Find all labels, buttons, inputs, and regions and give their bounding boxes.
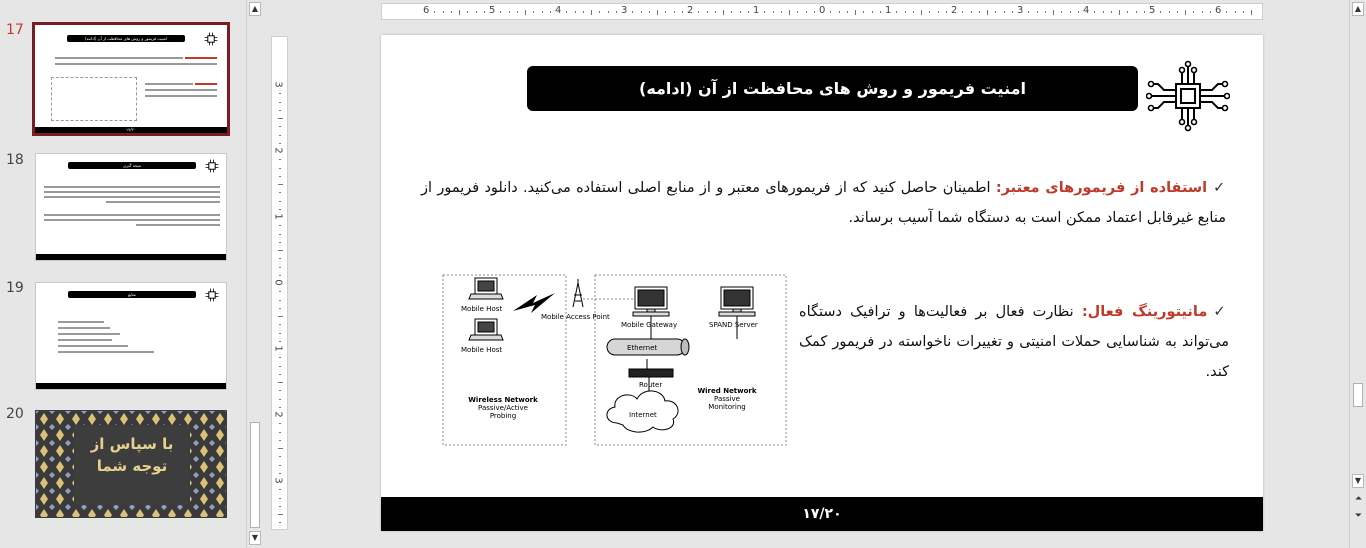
ruler-tick (1053, 10, 1054, 15)
ruler-tick (707, 11, 708, 13)
ruler-tick (674, 11, 675, 13)
ruler-tick (279, 333, 281, 334)
ruler-tick (279, 93, 281, 94)
wired-network-label: Wired Network (697, 387, 757, 395)
ruler-label: 2 (272, 147, 284, 154)
check-mark-icon: ✓ (1213, 304, 1230, 320)
vertical-ruler[interactable] (271, 36, 288, 530)
ruler-tick (279, 110, 281, 111)
ruler-tick (764, 11, 765, 13)
ruler-label: 1 (272, 213, 284, 220)
ruler-tick (863, 11, 864, 13)
monitor-icon (719, 287, 755, 316)
ruler-tick (279, 159, 281, 160)
ruler-label: 5 (489, 5, 496, 16)
ruler-tick (575, 11, 576, 13)
gateway-label: Mobile Gateway (621, 321, 678, 329)
paragraph-active-monitoring[interactable] (799, 297, 1229, 387)
ruler-tick (979, 11, 980, 13)
thumbnail-number-18: 18 (6, 152, 24, 168)
ruler-tick (279, 308, 281, 309)
ruler-tick (443, 11, 444, 13)
ruler-tick (913, 11, 914, 13)
ruler-tick (698, 11, 699, 13)
ruler-tick (279, 102, 281, 103)
ruler-tick (591, 10, 592, 15)
ruler-tick (279, 489, 281, 490)
ruler-label: 1 (272, 345, 284, 352)
ruler-tick (946, 11, 947, 13)
horizontal-ruler[interactable] (381, 3, 1263, 20)
chip-icon (203, 31, 219, 47)
thumb-title-bar (68, 291, 196, 298)
ruler-label: 1 (753, 5, 760, 16)
ruler-tick (279, 234, 281, 235)
laptop-icon (469, 278, 503, 299)
slide-title[interactable]: امنیت فریمور و روش های محافظت از آن (ادامه) (639, 79, 1026, 98)
ruler-tick (938, 11, 939, 13)
ruler-label: 4 (1083, 5, 1090, 16)
ruler-tick (1119, 10, 1120, 15)
ruler-tick (608, 11, 609, 13)
wired-sub-label: Monitoring (708, 403, 746, 411)
thumbnail-number-20: 20 (6, 406, 24, 422)
ruler-tick (279, 192, 281, 193)
ruler-tick (1037, 11, 1038, 13)
paragraph-heading: مانیتورینگ فعال: (1081, 304, 1208, 320)
chip-icon (204, 158, 220, 174)
ruler-tick (1193, 11, 1194, 13)
thumb-footer (36, 383, 226, 389)
ruler-tick (279, 225, 281, 226)
ruler-tick (279, 258, 281, 259)
ethernet-label: Ethernet (627, 344, 658, 352)
ruler-tick (731, 11, 732, 13)
next-slide-icon[interactable]: ⏷ (1354, 511, 1363, 521)
ruler-tick (599, 11, 600, 13)
ruler-label: 5 (1149, 5, 1156, 16)
ruler-tick (583, 11, 584, 13)
ruler-tick (1004, 11, 1005, 13)
ruler-tick (279, 267, 281, 268)
router-icon (629, 369, 673, 377)
ruler-tick (1202, 11, 1203, 13)
ruler-tick (484, 11, 485, 13)
mobile-host-label: Mobile Host (461, 346, 503, 354)
ruler-tick (1177, 11, 1178, 13)
ruler-tick (279, 465, 281, 466)
paragraph-body: نظارت فعال بر فعالیت‌ها و ترافیک دستگاه می‌تواند به شناسایی حملات امنیتی و تغییرات ناخواسته در فریمور کمک کند. (799, 304, 1229, 380)
ruler-tick (1169, 11, 1170, 13)
thumb-title: امنیت فریمور و روش های محافظت از آن (ادامه) (84, 36, 167, 41)
ruler-tick (657, 10, 658, 15)
footer-bar (381, 497, 1263, 531)
thumb-title-bar (68, 162, 196, 169)
ruler-tick (279, 209, 281, 210)
slide-thumbnail-17[interactable] (32, 22, 230, 136)
ruler-label: 6 (423, 5, 430, 16)
scroll-down-arrow-icon[interactable]: ▼ (249, 531, 261, 545)
ruler-tick (542, 11, 543, 13)
paragraph-heading: استفاده از فریمورهای معتبر: (995, 180, 1208, 196)
ruler-tick (279, 242, 281, 243)
ruler-tick (279, 176, 281, 177)
ruler-tick (279, 407, 281, 408)
slide-thumbnails-pane (0, 0, 246, 548)
ruler-tick (279, 168, 281, 169)
ruler-tick (279, 440, 281, 441)
thumbnails-scrollbar[interactable] (246, 0, 262, 548)
ruler-tick (971, 11, 972, 13)
ruler-tick (509, 11, 510, 13)
ruler-label: 0 (272, 279, 284, 286)
ruler-tick (517, 11, 518, 13)
ruler-tick (814, 11, 815, 13)
ruler-tick (723, 10, 724, 15)
ruler-tick (880, 11, 881, 13)
ruler-tick (279, 366, 281, 367)
ruler-tick (1012, 11, 1013, 13)
ruler-tick (632, 11, 633, 13)
ruler-tick (467, 11, 468, 13)
ruler-tick (987, 10, 988, 15)
ruler-tick (1160, 11, 1161, 13)
mobile-host-label: Mobile Host (461, 305, 503, 313)
title-bar[interactable] (527, 66, 1138, 111)
ruler-tick (533, 11, 534, 13)
slide-scrollbar[interactable] (1349, 0, 1366, 548)
ruler-tick (797, 11, 798, 13)
ruler-tick (1226, 11, 1227, 13)
check-mark-icon: ✓ (1213, 180, 1226, 196)
thumb-thankyou-text: با سپاس از توجه شما (90, 435, 174, 475)
ruler-tick (781, 11, 782, 13)
ruler-tick (279, 126, 281, 127)
ruler-tick (1136, 11, 1137, 13)
ruler-tick (789, 10, 790, 15)
ruler-tick (1210, 11, 1211, 13)
ruler-tick (1185, 10, 1186, 15)
monitor-icon (633, 287, 669, 316)
ruler-tick (773, 11, 774, 13)
ruler-tick (451, 11, 452, 13)
antenna-tower-icon (573, 279, 583, 307)
ruler-tick (278, 316, 283, 317)
ruler-tick (1045, 11, 1046, 13)
ruler-tick (279, 143, 281, 144)
network-diagram[interactable] (441, 273, 788, 447)
ruler-tick (279, 399, 281, 400)
ruler-tick (839, 11, 840, 13)
chip-icon (204, 287, 220, 303)
ruler-label: 2 (951, 5, 958, 16)
slide-thumbnail-20[interactable] (35, 410, 227, 518)
ruler-label: 4 (555, 5, 562, 16)
ruler-tick (1094, 11, 1095, 13)
thumb-footer: ۱۷/۲۰ (35, 127, 227, 133)
ruler-tick (279, 374, 281, 375)
ruler-tick (929, 11, 930, 13)
chip-icon (1146, 60, 1230, 132)
thumb-title: منابع (128, 292, 136, 297)
access-point-label: Mobile Access Point (541, 313, 610, 321)
wireless-sub-label: Passive/Active (478, 404, 528, 412)
scrollbar-thumb[interactable] (1353, 383, 1363, 407)
ruler-tick (278, 382, 283, 383)
ruler-label: 2 (272, 411, 284, 418)
ruler-tick (279, 291, 281, 292)
ruler-tick (995, 11, 996, 13)
ruler-tick (872, 11, 873, 13)
ruler-tick (665, 11, 666, 13)
scroll-down-arrow-icon[interactable]: ▼ (1352, 474, 1364, 488)
scroll-up-arrow-icon[interactable]: ▲ (1352, 2, 1364, 16)
ruler-tick (1061, 11, 1062, 13)
ruler-tick (1070, 11, 1071, 13)
ruler-tick (1103, 11, 1104, 13)
page-number[interactable]: ۱۷/۲۰ (802, 506, 842, 522)
ruler-label: 3 (621, 5, 628, 16)
ruler-tick (962, 11, 963, 13)
ruler-tick (847, 11, 848, 13)
ruler-tick (896, 11, 897, 13)
scroll-up-arrow-icon[interactable]: ▲ (249, 2, 261, 16)
ruler-tick (279, 456, 281, 457)
ruler-tick (278, 514, 283, 515)
ruler-tick (279, 201, 281, 202)
ruler-tick (278, 448, 283, 449)
paragraph-body: اطمینان حاصل کنید که از فریمورهای معتبر و از منابع اصلی استفاده می‌کنید. دانلود فریمور از منابع غیرقابل اعتماد ممکن است به دستگاه شما آسیب برساند. (421, 180, 1226, 226)
ruler-tick (459, 10, 460, 15)
thumbnail-number-17: 17 (6, 22, 24, 38)
ruler-tick (830, 11, 831, 13)
slide-thumbnail-19[interactable] (35, 282, 227, 390)
ruler-label: 3 (1017, 5, 1024, 16)
ruler-label: 3 (272, 81, 284, 88)
ruler-tick (921, 10, 922, 15)
ruler-tick (649, 11, 650, 13)
ruler-tick (1251, 10, 1252, 15)
thumb-footer (36, 254, 226, 260)
ruler-tick (279, 390, 281, 391)
ruler-tick (279, 506, 281, 507)
ruler-tick (1235, 11, 1236, 13)
ruler-tick (476, 11, 477, 13)
wireless-network-label: Wireless Network (468, 396, 538, 404)
ruler-tick (279, 275, 281, 276)
thumb-title: نتیجه گیری (123, 163, 141, 168)
wired-sub-label: Passive (714, 395, 740, 403)
ruler-tick (806, 11, 807, 13)
ruler-tick (525, 10, 526, 15)
ruler-tick (1127, 11, 1128, 13)
ruler-label: 2 (687, 5, 694, 16)
ruler-label: 3 (272, 477, 284, 484)
slide-thumbnail-18[interactable] (35, 153, 227, 261)
ruler-tick (279, 423, 281, 424)
ruler-tick (278, 184, 283, 185)
ruler-tick (1028, 11, 1029, 13)
ruler-tick (278, 250, 283, 251)
ruler-tick (1078, 11, 1079, 13)
ruler-tick (715, 11, 716, 13)
ruler-tick (682, 11, 683, 13)
ruler-tick (434, 11, 435, 13)
ruler-tick (279, 432, 281, 433)
wireless-sub-label: Probing (489, 412, 517, 420)
thumb-title-bar (67, 35, 185, 42)
spand-server-label: SPAND Server (709, 321, 758, 329)
slide-canvas[interactable] (381, 35, 1263, 531)
ruler-tick (279, 135, 281, 136)
ruler-tick (641, 11, 642, 13)
ruler-tick (279, 324, 281, 325)
laptop-icon (469, 319, 503, 340)
ruler-tick (279, 357, 281, 358)
ruler-tick (550, 11, 551, 13)
ruler-tick (1243, 11, 1244, 13)
ruler-tick (905, 11, 906, 13)
ruler-tick (855, 10, 856, 15)
ruler-tick (740, 11, 741, 13)
router-label: Router (639, 381, 663, 389)
internet-label: Internet (629, 411, 657, 419)
ruler-tick (278, 118, 283, 119)
wireless-signal-icon (513, 293, 555, 313)
ruler-tick (566, 11, 567, 13)
ruler-tick (1144, 11, 1145, 13)
thumb-diagram (51, 77, 137, 121)
ruler-tick (279, 522, 281, 523)
ruler-label: 0 (819, 5, 826, 16)
ruler-label: 6 (1215, 5, 1222, 16)
thumbnail-number-19: 19 (6, 280, 24, 296)
ruler-tick (1111, 11, 1112, 13)
previous-slide-icon[interactable]: ⏶ (1354, 494, 1363, 504)
ruler-tick (279, 498, 281, 499)
ruler-tick (748, 11, 749, 13)
ruler-tick (616, 11, 617, 13)
scrollbar-thumb[interactable] (250, 422, 260, 528)
ruler-tick (279, 473, 281, 474)
ruler-tick (279, 300, 281, 301)
paragraph-trusted-firmware[interactable] (421, 173, 1226, 233)
ruler-tick (500, 11, 501, 13)
ruler-label: 1 (885, 5, 892, 16)
ruler-tick (279, 341, 281, 342)
